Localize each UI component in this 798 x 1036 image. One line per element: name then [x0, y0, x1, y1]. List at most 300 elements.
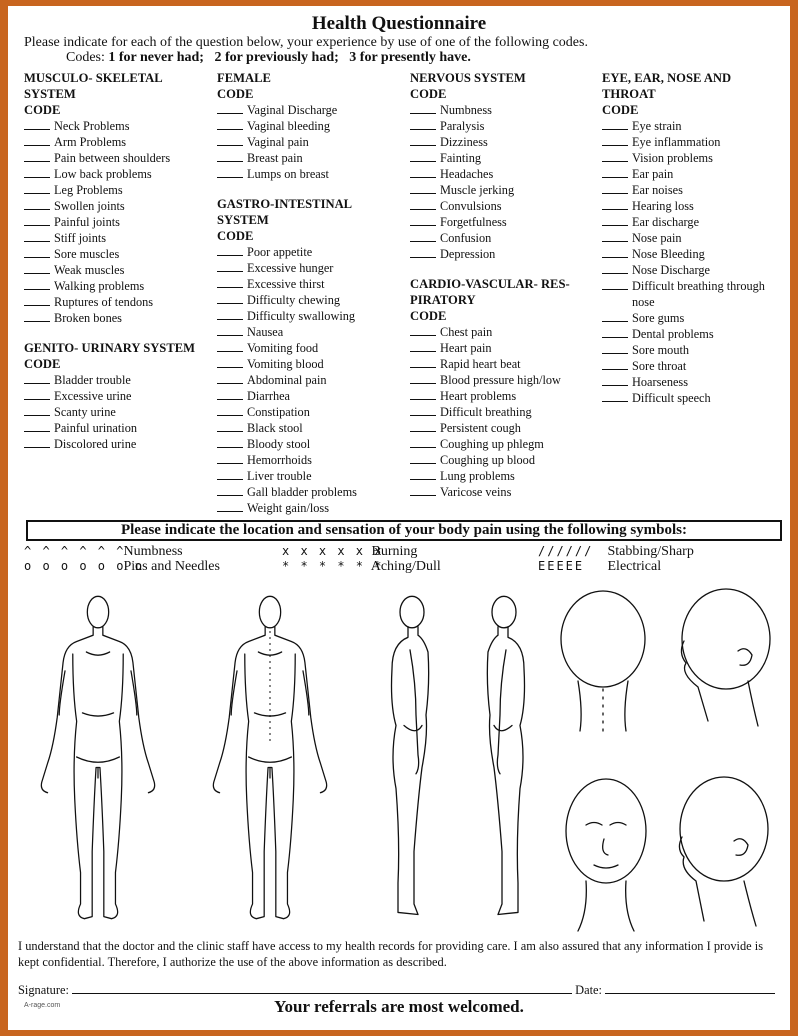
checklist-item-label: Vaginal pain	[247, 135, 309, 149]
code-entry-blank[interactable]	[217, 244, 243, 256]
code-header: CODE	[602, 103, 639, 117]
checklist-item	[24, 134, 195, 150]
checklist-item-label: Coughing up blood	[440, 453, 535, 467]
checklist-item	[24, 294, 195, 310]
section-title: GASTRO-INTESTINAL	[217, 197, 353, 211]
checklist-item-label: Liver trouble	[247, 469, 312, 483]
column-4	[602, 70, 765, 406]
checklist-item-label: Walking problems	[54, 279, 145, 293]
section-title: EYE, EAR, NOSE AND	[602, 71, 732, 85]
legend-symbol: * * * * * *	[282, 559, 384, 573]
checklist-item-label: Dental problems	[632, 327, 714, 341]
code-header: CODE	[217, 87, 254, 101]
checklist-item	[410, 452, 570, 468]
code-entry-blank[interactable]	[602, 358, 628, 370]
code-entry-blank[interactable]	[217, 276, 243, 288]
checklist-item-label: Dizziness	[440, 135, 488, 149]
code-entry-blank[interactable]	[410, 246, 436, 258]
checklist-item-label: Difficult breathing through	[632, 279, 765, 293]
checklist-item	[410, 324, 570, 340]
code-entry-blank[interactable]	[24, 150, 50, 162]
code-entry-blank[interactable]	[217, 102, 243, 114]
watermark: A-rage.com	[24, 1002, 61, 1009]
code-entry-blank[interactable]	[24, 372, 50, 384]
checklist-item-label: Poor appetite	[247, 245, 313, 259]
code-entry-blank[interactable]	[602, 342, 628, 354]
code-entry-blank[interactable]	[24, 310, 50, 322]
checklist-item	[24, 230, 195, 246]
checklist-item-label: Stiff joints	[54, 231, 107, 245]
legend-stabbing	[538, 544, 694, 559]
signature-row	[18, 982, 780, 998]
code-entry-blank[interactable]	[410, 198, 436, 210]
checklist-item-label: Pain between shoulders	[54, 151, 171, 165]
code-header: CODE	[410, 309, 447, 323]
checklist-item	[24, 278, 195, 294]
code-entry-blank[interactable]	[24, 388, 50, 400]
checklist-item	[602, 214, 765, 230]
code-1: 1 for never had;	[108, 50, 204, 65]
code-entry-blank[interactable]	[217, 166, 243, 178]
checklist-item-label: Excessive urine	[54, 389, 132, 403]
checklist-item-label: Ruptures of tendons	[54, 295, 154, 309]
checklist-item	[410, 166, 570, 182]
checklist-item-label: Nose Discharge	[632, 263, 710, 277]
checklist-item	[217, 324, 357, 340]
checklist-item-label: Blood pressure high/low	[440, 373, 561, 387]
legend-label: Aching/Dull	[370, 559, 441, 574]
pain-banner: Please indicate the location and sensation of your body pain using the following symbols:	[26, 520, 782, 541]
code-entry-blank[interactable]	[602, 150, 628, 162]
checklist-item-label: Lung problems	[440, 469, 515, 483]
legend-label: Burning	[371, 544, 418, 559]
checklist-item-label: Discolored urine	[54, 437, 137, 451]
checklist-item	[24, 182, 195, 198]
checklist-item-label: Eye inflammation	[632, 135, 721, 149]
code-entry-blank[interactable]	[410, 340, 436, 352]
checklist-item	[217, 484, 357, 500]
legend-symbol: //////	[538, 544, 594, 558]
code-header: CODE	[24, 103, 61, 117]
checklist-item-label: Vomiting food	[247, 341, 319, 355]
checklist-item-label: Painful joints	[54, 215, 120, 229]
code-entry-blank[interactable]	[602, 262, 628, 274]
checklist-item	[217, 500, 357, 516]
section-title: PIRATORY	[410, 293, 476, 307]
checklist-item-label: Weight gain/loss	[247, 501, 330, 515]
code-entry-blank[interactable]	[24, 436, 50, 448]
code-entry-blank[interactable]	[410, 182, 436, 194]
code-entry-blank[interactable]	[217, 134, 243, 146]
code-entry-blank[interactable]	[217, 340, 243, 352]
checklist-item	[24, 262, 195, 278]
checklist-item	[410, 468, 570, 484]
checklist-item	[217, 372, 357, 388]
checklist-item-label: Nose pain	[632, 231, 682, 245]
section-title: MUSCULO- SKELETAL	[24, 71, 163, 85]
checklist-item	[602, 182, 765, 198]
checklist-item	[24, 198, 195, 214]
checklist-item	[602, 294, 765, 310]
checklist-item	[602, 358, 765, 374]
code-entry-blank[interactable]	[24, 214, 50, 226]
section-title: THROAT	[602, 87, 656, 101]
checklist-item	[410, 372, 570, 388]
checklist-item-label: Excessive hunger	[247, 261, 334, 275]
code-entry-blank[interactable]	[217, 150, 243, 162]
checklist-item-label: Rapid heart beat	[440, 357, 521, 371]
checklist-item-label: Numbness	[440, 103, 492, 117]
checklist-item-label: Sore gums	[632, 311, 685, 325]
checklist-item-label: Ear noises	[632, 183, 683, 197]
checklist-item	[24, 310, 195, 326]
code-2: 2 for previously had;	[214, 50, 339, 65]
checklist-item-label: Eye strain	[632, 119, 682, 133]
checklist-item	[24, 420, 195, 436]
checklist-item-label: Black stool	[247, 421, 303, 435]
checklist-item-label: Sore mouth	[632, 343, 690, 357]
checklist-item-label: Varicose veins	[440, 485, 512, 499]
questionnaire-page	[8, 6, 790, 1030]
legend-symbol: EEEEE	[538, 559, 585, 573]
codes-legend	[66, 50, 471, 66]
code-entry-blank[interactable]	[602, 166, 628, 178]
code-entry-blank[interactable]	[217, 356, 243, 368]
checklist-gastro	[217, 244, 357, 516]
checklist-item-label: Scanty urine	[54, 405, 116, 419]
checklist-item	[217, 244, 357, 260]
checklist-item	[24, 246, 195, 262]
checklist-item	[602, 150, 765, 166]
checklist-item	[217, 134, 357, 150]
checklist-item-label: Difficult speech	[632, 391, 711, 405]
code-entry-blank[interactable]	[410, 324, 436, 336]
code-entry-blank[interactable]	[24, 420, 50, 432]
checklist-item-label: Fainting	[440, 151, 481, 165]
checklist-item-label: Chest pain	[440, 325, 493, 339]
code-entry-blank[interactable]	[217, 388, 243, 400]
checklist-item	[24, 214, 195, 230]
code-entry-blank[interactable]	[602, 118, 628, 130]
checklist-item	[217, 436, 357, 452]
consent-statement: I understand that the doctor and the clinic staff have access to my health records for providing care. I am also assured that any information I provide is kept confidential. Therefore, I authorize the use of the above information as described.	[18, 939, 764, 969]
checklist-item	[217, 260, 357, 276]
checklist-musculo	[24, 118, 195, 326]
checklist-item	[217, 340, 357, 356]
checklist-item	[602, 166, 765, 182]
checklist-item	[410, 484, 570, 500]
code-entry-blank[interactable]	[410, 388, 436, 400]
checklist-item	[602, 326, 765, 342]
checklist-item-label: Bloody stool	[247, 437, 311, 451]
column-1	[24, 70, 195, 452]
checklist-item	[217, 292, 357, 308]
checklist-item-label: Nose Bleeding	[632, 247, 705, 261]
checklist-item	[602, 198, 765, 214]
code-entry-blank[interactable]	[217, 404, 243, 416]
code-entry-blank[interactable]	[24, 262, 50, 274]
checklist-eye	[602, 118, 765, 406]
section-title: NERVOUS SYSTEM	[410, 71, 526, 85]
code-entry-blank[interactable]	[217, 484, 243, 496]
checklist-item	[410, 150, 570, 166]
checklist-item	[217, 468, 357, 484]
checklist-item-label: Heart pain	[440, 341, 492, 355]
code-entry-blank[interactable]	[24, 246, 50, 258]
code-entry-blank[interactable]	[217, 372, 243, 384]
section-title: SYSTEM	[217, 213, 269, 227]
code-header: CODE	[24, 357, 61, 371]
checklist-item	[410, 436, 570, 452]
code-entry-blank[interactable]	[410, 404, 436, 416]
checklist-item-label: Coughing up phlegm	[440, 437, 544, 451]
code-entry-blank[interactable]	[410, 118, 436, 130]
code-3: 3 for presently have.	[349, 50, 471, 65]
checklist-item-label: Hoarseness	[632, 375, 689, 389]
checklist-item-label: Low back problems	[54, 167, 152, 181]
footer-text: Your referrals are most welcomed.	[274, 997, 524, 1016]
section-title: GENITO- URINARY SYSTEM	[24, 341, 195, 355]
checklist-item	[410, 182, 570, 198]
date-label: Date:	[575, 983, 602, 997]
code-entry-blank[interactable]	[410, 372, 436, 384]
legend-burning	[282, 544, 417, 559]
checklist-item-label: Muscle jerking	[440, 183, 515, 197]
checklist-item-label: Vision problems	[632, 151, 713, 165]
code-entry-blank[interactable]	[602, 214, 628, 226]
code-entry-blank[interactable]	[602, 278, 628, 290]
checklist-item-label: Sore throat	[632, 359, 687, 373]
code-entry-blank[interactable]	[602, 246, 628, 258]
page-title: Health Questionnaire	[311, 13, 487, 34]
checklist-item	[602, 230, 765, 246]
checklist-genito	[24, 372, 195, 452]
code-entry-blank[interactable]	[217, 118, 243, 130]
checklist-cardio	[410, 324, 570, 500]
checklist-item	[217, 150, 357, 166]
checklist-item	[410, 404, 570, 420]
checklist-item	[410, 356, 570, 372]
legend-label: Numbness	[123, 544, 183, 559]
legend-electrical	[538, 559, 661, 574]
legend-pins	[24, 559, 220, 574]
checklist-item	[602, 262, 765, 278]
code-entry-blank[interactable]	[217, 468, 243, 480]
checklist-item	[602, 310, 765, 326]
checklist-item-label: Vaginal Discharge	[247, 103, 338, 117]
section-title: SYSTEM	[24, 87, 76, 101]
code-entry-blank[interactable]	[602, 326, 628, 338]
checklist-item-label: Arm Problems	[54, 135, 127, 149]
checklist-item	[602, 390, 765, 406]
checklist-item	[24, 166, 195, 182]
checklist-item-label: Constipation	[247, 405, 310, 419]
code-entry-blank[interactable]	[24, 198, 50, 210]
checklist-item-label: Ear discharge	[632, 215, 700, 229]
code-entry-blank[interactable]	[410, 230, 436, 242]
checklist-item	[410, 102, 570, 118]
code-entry-blank[interactable]	[602, 310, 628, 322]
code-entry-blank[interactable]	[217, 420, 243, 432]
signature-field[interactable]	[72, 982, 572, 994]
checklist-item	[410, 214, 570, 230]
legend-label: Pins and Needles	[123, 559, 220, 574]
code-entry-blank[interactable]	[217, 436, 243, 448]
code-entry-blank[interactable]	[602, 198, 628, 210]
checklist-item-label: Ear pain	[632, 167, 674, 181]
code-entry-blank[interactable]	[24, 134, 50, 146]
code-entry-blank[interactable]	[410, 166, 436, 178]
checklist-item	[217, 308, 357, 324]
checklist-item	[602, 246, 765, 262]
checklist-item	[410, 134, 570, 150]
signature-label: Signature:	[18, 983, 69, 997]
code-entry-blank[interactable]	[410, 102, 436, 114]
checklist-item	[217, 356, 357, 372]
code-entry-blank[interactable]	[602, 230, 628, 242]
legend-symbol: x x x x x x	[282, 544, 384, 558]
checklist-item-label: Headaches	[440, 167, 494, 181]
checklist-item-label: Convulsions	[440, 199, 502, 213]
checklist-item	[410, 388, 570, 404]
checklist-item	[217, 166, 357, 182]
legend-numbness	[24, 544, 183, 559]
code-entry-blank[interactable]	[410, 356, 436, 368]
checklist-item	[602, 134, 765, 150]
checklist-item-label: Abdominal pain	[247, 373, 327, 387]
checklist-item-label: Vaginal bleeding	[247, 119, 330, 133]
code-entry-blank[interactable]	[24, 182, 50, 194]
section-title: CARDIO-VASCULAR- RES-	[410, 277, 570, 291]
checklist-item-label: Hemorrhoids	[247, 453, 312, 467]
code-entry-blank[interactable]	[602, 390, 628, 402]
body-diagrams	[8, 581, 790, 941]
checklist-item	[24, 388, 195, 404]
checklist-item	[24, 150, 195, 166]
legend-aching	[282, 559, 441, 574]
code-entry-blank[interactable]	[410, 468, 436, 480]
legend-symbol: o o o o o o o	[24, 559, 144, 573]
checklist-item	[410, 420, 570, 436]
checklist-item	[410, 340, 570, 356]
checklist-female	[217, 102, 357, 182]
checklist-item-label: Difficulty chewing	[247, 293, 341, 307]
checklist-item	[24, 372, 195, 388]
code-entry-blank[interactable]	[24, 230, 50, 242]
code-entry-blank[interactable]	[410, 420, 436, 432]
code-header: CODE	[410, 87, 447, 101]
checklist-item	[217, 420, 357, 436]
code-entry-blank[interactable]	[217, 292, 243, 304]
code-entry-blank[interactable]	[24, 118, 50, 130]
legend-label: Electrical	[607, 559, 662, 574]
checklist-item-label: Difficulty swallowing	[247, 309, 356, 323]
checklist-item-label: nose	[632, 295, 655, 309]
checklist-item-label: Nausea	[247, 325, 284, 339]
checklist-item	[24, 436, 195, 452]
code-entry-blank[interactable]	[410, 134, 436, 146]
code-entry-blank[interactable]	[24, 294, 50, 306]
checklist-item	[602, 342, 765, 358]
code-entry-blank[interactable]	[217, 308, 243, 320]
legend-symbol: ^ ^ ^ ^ ^ ^	[24, 544, 126, 558]
checklist-item-label: Gall bladder problems	[247, 485, 357, 499]
checklist-item-label: Confusion	[440, 231, 492, 245]
checklist-item-label: Bladder trouble	[54, 373, 131, 387]
code-entry-blank[interactable]	[410, 452, 436, 464]
code-entry-blank[interactable]	[24, 404, 50, 416]
column-2	[217, 70, 357, 516]
section-title: FEMALE	[217, 71, 271, 85]
code-entry-blank[interactable]	[217, 324, 243, 336]
code-entry-blank[interactable]	[410, 436, 436, 448]
code-entry-blank[interactable]	[24, 278, 50, 290]
checklist-item-label: Lumps on breast	[247, 167, 329, 181]
checklist-item	[410, 230, 570, 246]
checklist-item-label: Paralysis	[440, 119, 485, 133]
checklist-item	[410, 198, 570, 214]
codes-label: Codes:	[66, 50, 105, 65]
checklist-item-label: Neck Problems	[54, 119, 130, 133]
checklist-item-label: Persistent cough	[440, 421, 521, 435]
checklist-item	[602, 278, 765, 294]
checklist-item-label: Breast pain	[247, 151, 303, 165]
checklist-item	[217, 452, 357, 468]
checklist-item-label: Forgetfulness	[440, 215, 507, 229]
checklist-item	[24, 118, 195, 134]
checklist-item-label: Excessive thirst	[247, 277, 325, 291]
checklist-item-label: Sore muscles	[54, 247, 120, 261]
checklist-nervous	[410, 102, 570, 262]
checklist-item	[217, 276, 357, 292]
checklist-item-label: Hearing loss	[632, 199, 694, 213]
checklist-item-label: Weak muscles	[54, 263, 125, 277]
code-entry-blank[interactable]	[217, 260, 243, 272]
code-entry-blank[interactable]	[602, 182, 628, 194]
legend-label: Stabbing/Sharp	[607, 544, 694, 559]
checklist-item-label: Painful urination	[54, 421, 137, 435]
code-entry-blank[interactable]	[410, 214, 436, 226]
checklist-item	[602, 118, 765, 134]
checklist-item-label: Swollen joints	[54, 199, 125, 213]
code-entry-blank[interactable]	[410, 484, 436, 496]
checklist-item	[24, 404, 195, 420]
intro-text: Please indicate for each of the question below, your experience by use of one of the following codes.	[24, 35, 588, 50]
code-entry-blank[interactable]	[24, 166, 50, 178]
code-entry-blank[interactable]	[602, 374, 628, 386]
date-field[interactable]	[605, 982, 775, 994]
checklist-item	[410, 118, 570, 134]
checklist-item	[217, 102, 357, 118]
code-entry-blank[interactable]	[602, 134, 628, 146]
checklist-item-label: Depression	[440, 247, 496, 261]
checklist-item	[217, 404, 357, 420]
checklist-item-label: Broken bones	[54, 311, 122, 325]
code-header: CODE	[217, 229, 254, 243]
code-entry-blank[interactable]	[410, 150, 436, 162]
checklist-item	[602, 374, 765, 390]
checklist-item-label: Difficult breathing	[440, 405, 532, 419]
checklist-item-label: Diarrhea	[247, 389, 291, 403]
checklist-item-label: Leg Problems	[54, 183, 123, 197]
code-entry-blank[interactable]	[217, 452, 243, 464]
checklist-item-label: Vomiting blood	[247, 357, 324, 371]
checklist-item-label: Heart problems	[440, 389, 517, 403]
checklist-item	[217, 388, 357, 404]
column-3	[410, 70, 570, 500]
checklist-item	[217, 118, 357, 134]
code-entry-blank[interactable]	[217, 500, 243, 512]
